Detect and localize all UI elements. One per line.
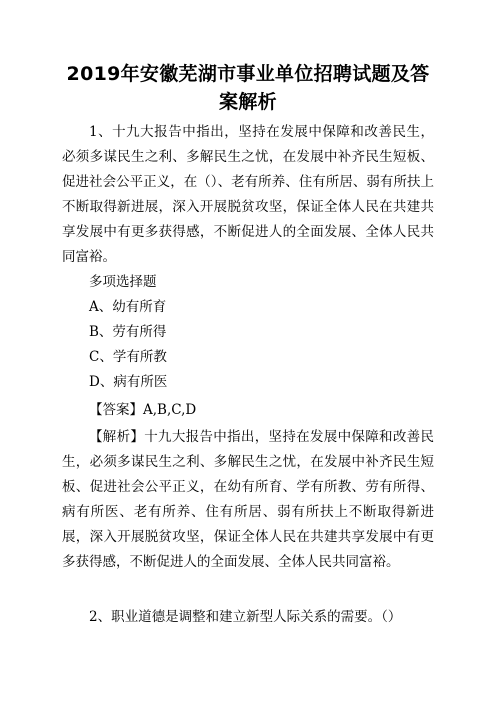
document-title: 2019年安徽芜湖市事业单位招聘试题及答案解析 <box>66 63 430 113</box>
question-1-type: 多项选择题 <box>89 274 157 290</box>
question-1-analysis: 【解析】十九大报告中指出，坚持在发展中保障和改善民生，必须多谋民生之利、多解民生之忧，在发展中补齐民生短板、促进社会公平正义，在幼有所育、学有所教、劳有所得、病有所医、老有所养、住有所居、弱有所扶上不断取得新进展，深入开展脱贫攻坚，保证全体人民在共建共享发展中有更多获得感，不断促进人的全面发展、全体人民共同富裕。 <box>62 429 434 570</box>
question-1-option-a: A、幼有所育 <box>89 299 167 315</box>
question-1-answer: 【答案】A,B,C,D <box>89 402 197 418</box>
question-1-option-b: B、劳有所得 <box>89 324 167 340</box>
question-1-option-d: D、病有所医 <box>89 374 168 390</box>
question-2-stem: 2、职业道德是调整和建立新型人际关系的需要。（） <box>89 609 402 625</box>
question-1-stem: 1、十九大报告中指出，坚持在发展中保障和改善民生，必须多谋民生之利、多解民生之忧，在发展中补齐民生短板、促进社会公平正义，在（）、老有所养、住有所居、弱有所扶上不断取得新进展，深入开展脱贫攻坚，保证全体人民在共建共享发展中有更多获得感，不断促进人的全面发展、全体人民共同富裕。 <box>62 124 434 265</box>
question-1-option-c: C、学有所教 <box>89 349 167 365</box>
